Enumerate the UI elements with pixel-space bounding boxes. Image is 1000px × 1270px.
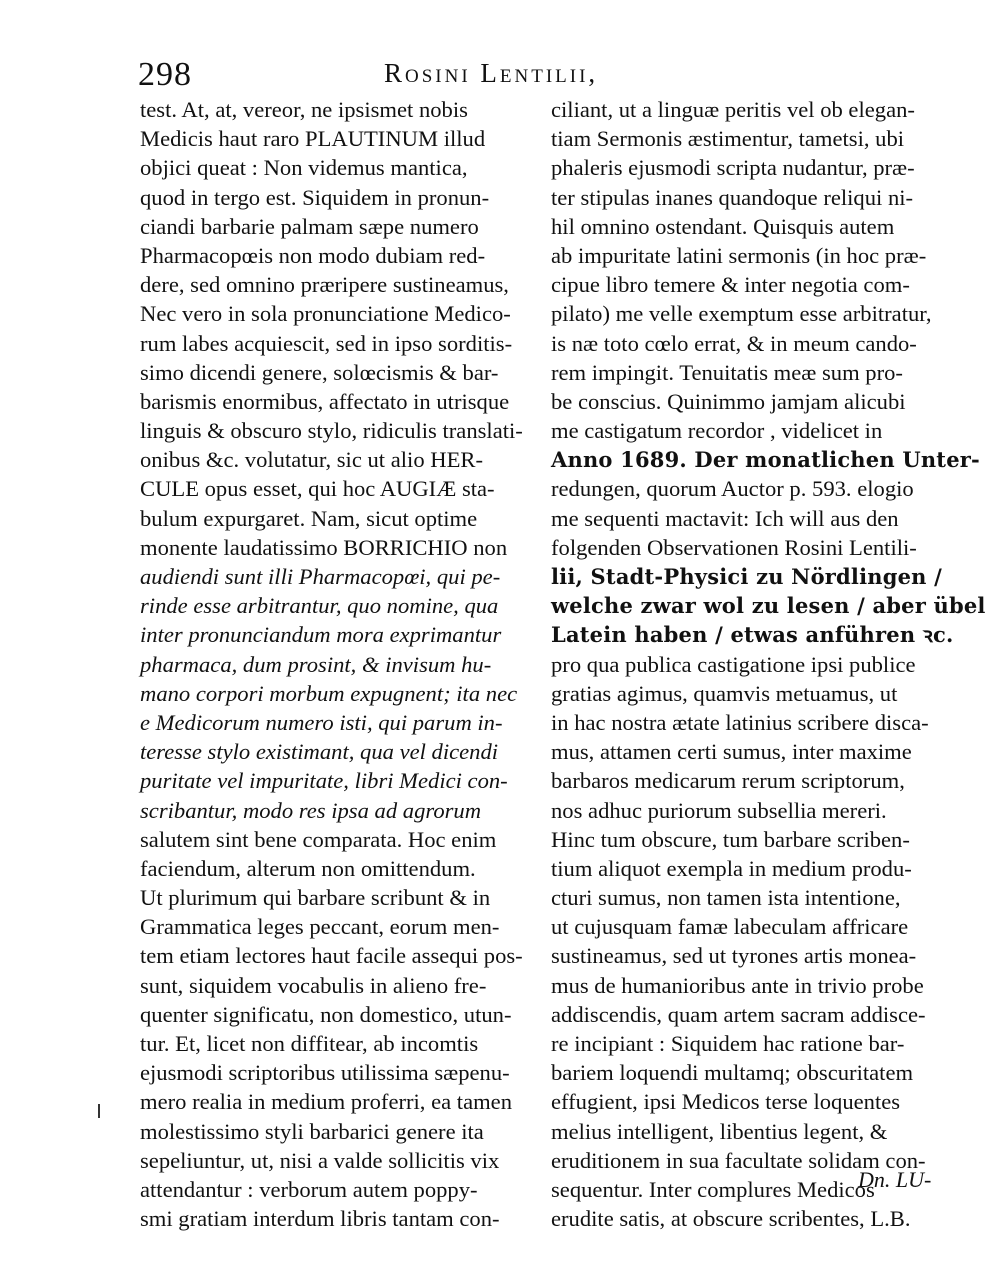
text-line: ejusmodi scriptoribus utilissima sæpenu- bbox=[140, 1060, 510, 1086]
text-line: CULE opus esset, qui hoc AUGIÆ sta- bbox=[140, 476, 495, 502]
text-line: pilato) me velle exemptum esse arbitratur, bbox=[551, 301, 932, 327]
text-line: folgenden Observationen Rosini Lentili- bbox=[551, 534, 917, 560]
text-line: tiam Sermonis æstimentur, tametsi, ubi bbox=[551, 126, 905, 152]
text-line: lii, Stadt-Physici zu Nördlingen / bbox=[551, 564, 943, 589]
text-line: cipue libro temere & inter negotia com- bbox=[551, 272, 910, 298]
text-line: rinde esse arbitrantur, quo nomine, qua bbox=[140, 593, 499, 619]
text-line: molestissimo styli barbarici genere ita bbox=[140, 1118, 484, 1144]
text-line: puritate vel impuritate, libri Medici con- bbox=[140, 768, 508, 794]
text-line: Ut plurimum qui barbare scribunt & in bbox=[140, 885, 491, 911]
text-line: scribantur, modo res ipsa ad agrorum bbox=[140, 797, 482, 823]
text-line: pro qua publica castigatione ipsi publice bbox=[551, 651, 916, 677]
text-line: Latein haben / etwas anführen ꝛc. bbox=[551, 622, 954, 648]
text-line: be conscius. Quinimmo jamjam alicubi bbox=[551, 388, 906, 414]
text-line: simo dicendi genere, solœcismis & bar- bbox=[140, 359, 499, 385]
text-line: bulum expurgaret. Nam, sicut optime bbox=[140, 505, 478, 531]
text-line: barismis enormibus, affectato in utrisque bbox=[140, 388, 510, 414]
text-line: re incipiant : Siquidem hac ratione bar- bbox=[551, 1031, 905, 1056]
text-line: me sequenti mactavit: Ich will aus den bbox=[551, 505, 899, 531]
text-line: melius intelligent, libentius legent, & bbox=[551, 1118, 888, 1144]
text-line: attendantur : verborum autem poppy- bbox=[140, 1176, 478, 1202]
text-line: mero realia in medium proferri, ea tamen bbox=[140, 1089, 513, 1115]
text-line: tium aliquot exempla in medium produ- bbox=[551, 855, 912, 881]
text-line: linguis & obscuro stylo, ridiculis translati- bbox=[140, 418, 523, 444]
text-line: addiscendis, quam artem sacram addisce- bbox=[551, 1001, 926, 1027]
text-line: Nec vero in sola pronunciatione Medico- bbox=[140, 301, 511, 327]
text-line: rum labes acquiescit, sed in ipso sorditis- bbox=[140, 330, 513, 356]
text-line: sustineamus, sed ut tyrones artis monea- bbox=[551, 943, 917, 969]
text-line: mano corpori morbum expugnent; ita nec bbox=[140, 680, 518, 706]
page-number: 298 bbox=[138, 56, 192, 93]
text-line: teresse stylo existimant, qua vel dicendi bbox=[140, 739, 499, 765]
text-line: erudite satis, at obscure scribentes, L.B. bbox=[551, 1206, 911, 1232]
text-line: welche zwar wol zu lesen / aber übel bbox=[551, 593, 986, 619]
margin-mark bbox=[98, 1104, 100, 1118]
left-text-column bbox=[140, 95, 545, 1233]
text-line: ciandi barbarie palmam sæpe numero bbox=[140, 213, 479, 239]
text-line: in hac nostra ætate latinius scribere disca- bbox=[551, 709, 929, 735]
text-line: redungen, quorum Auctor p. 593. elogio bbox=[551, 476, 914, 502]
text-line: monente laudatissimo BORRICHIO non bbox=[140, 534, 508, 560]
text-line: quod in tergo est. Siquidem in pronun- bbox=[140, 184, 490, 210]
text-line: gratias agimus, quamvis metuamus, ut bbox=[551, 680, 898, 706]
text-line: dere, sed omnino præripere sustineamus, bbox=[140, 272, 509, 298]
text-line: hil omnino ostendant. Quisquis autem bbox=[551, 213, 895, 239]
text-line: ab impuritate latini sermonis (in hoc præ- bbox=[551, 242, 927, 268]
text-line: bariem loquendi multamq; obscuritatem bbox=[551, 1060, 914, 1086]
text-line: faciendum, alterum non omittendum. bbox=[140, 855, 476, 881]
text-line: sunt, siquidem vocabulis in alieno fre- bbox=[140, 972, 487, 998]
text-line: quenter significatu, non domestico, utun- bbox=[140, 1001, 512, 1027]
text-line: ciliant, ut a linguæ peritis vel ob elegan- bbox=[551, 97, 915, 122]
right-text-column bbox=[551, 95, 986, 1233]
text-line: Pharmacopœis non modo dubiam red- bbox=[140, 242, 486, 268]
text-line: tur. Et, licet non diffitear, ab incomtis bbox=[140, 1031, 479, 1056]
text-line: tem etiam lectores haut facile assequi pos- bbox=[140, 943, 523, 969]
text-line: cturi sumus, non tamen ista intentione, bbox=[551, 885, 901, 911]
text-line: smi gratiam interdum libris tantam con- bbox=[140, 1206, 500, 1232]
text-line: e Medicorum numero isti, qui parum in- bbox=[140, 709, 503, 735]
text-line: phaleris ejusmodi scripta nudantur, præ- bbox=[551, 155, 915, 181]
text-line: Grammatica leges peccant, eorum men- bbox=[140, 914, 500, 940]
text-line: pharmaca, dum prosint, & invisum hu- bbox=[140, 651, 492, 677]
text-line: mus, attamen certi sumus, inter maxime bbox=[551, 739, 912, 765]
text-line: eruditionem in sua facultate solidam con- bbox=[551, 1147, 926, 1173]
text-line: me castigatum recordor , videlicet in bbox=[551, 418, 883, 444]
text-line: Hinc tum obscure, tum barbare scriben- bbox=[551, 826, 910, 852]
running-head: Rosini Lentilii, bbox=[384, 58, 599, 88]
text-line: Medicis haut raro PLAUTINUM illud bbox=[140, 126, 486, 152]
text-line: onibus &c. volutatur, sic ut alio HER- bbox=[140, 447, 483, 473]
text-line: audiendi sunt illi Pharmacopœi, qui pe- bbox=[140, 564, 501, 589]
text-line: objici queat : Non videmus mantica, bbox=[140, 155, 468, 181]
text-line: test. At, at, vereor, ne ipsismet nobis bbox=[140, 97, 468, 122]
text-line: ter stipulas inanes quandoque reliqui ni- bbox=[551, 184, 914, 210]
text-line: sequentur. Inter complures Medicos bbox=[551, 1176, 875, 1202]
text-line: is næ toto cœlo errat, & in meum cando- bbox=[551, 330, 917, 356]
text-line: ut cujusquam famæ labeculam affricare bbox=[551, 914, 909, 940]
text-line: salutem sint bene comparata. Hoc enim bbox=[140, 826, 497, 852]
text-line: barbaros medicarum rerum scriptorum, bbox=[551, 768, 905, 794]
text-line: effugient, ipsi Medicos terse loquentes bbox=[551, 1089, 901, 1115]
text-line: Anno 1689. Der monatlichen Unter- bbox=[551, 447, 980, 473]
text-line: inter pronunciandum mora exprimantur bbox=[140, 622, 502, 648]
text-line: mus de humanioribus ante in trivio probe bbox=[551, 972, 924, 998]
text-line: rem impingit. Tenuitatis meæ sum pro- bbox=[551, 359, 903, 385]
catchword: Dn. LU- bbox=[858, 1167, 932, 1192]
text-line: nos adhuc puriorum subsellia mereri. bbox=[551, 797, 887, 823]
text-line: sepeliuntur, ut, nisi a valde sollicitis vix bbox=[140, 1147, 500, 1173]
